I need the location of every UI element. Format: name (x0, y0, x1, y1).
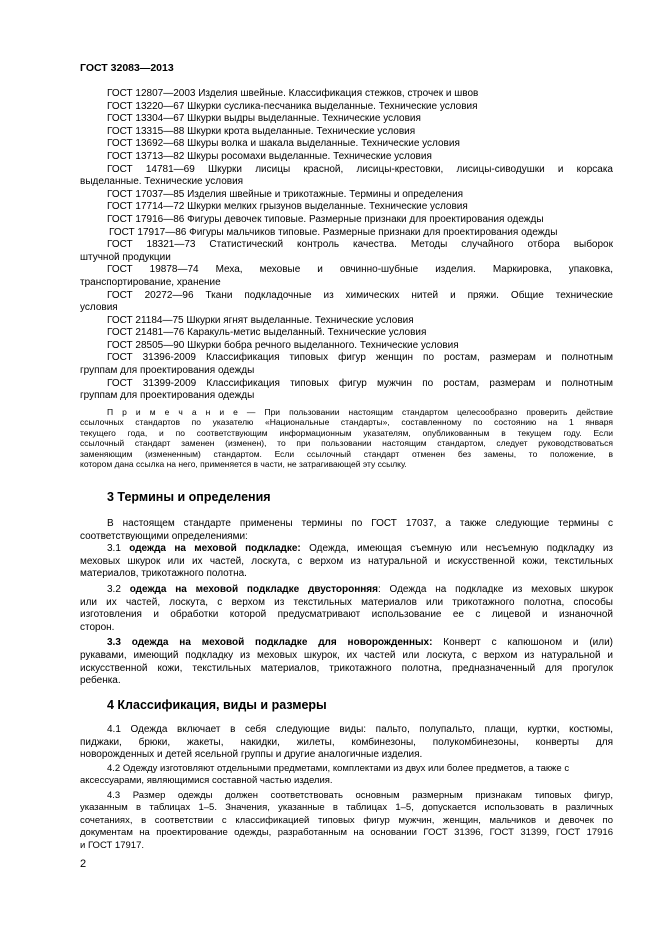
term-name: 3.3 одежда на меховой подкладке для новорожденных: (107, 637, 433, 649)
note-line: котором дана ссылка на него, применяется в части, не затрагивающей эту ссылку. (80, 459, 407, 470)
reference-line: ГОСТ 28505—90 Шкурки бобра речного выделанного. Технические условия (107, 339, 459, 351)
reference-line: ГОСТ 13692—68 Шкуры волка и шакала выделанные. Технические условия (107, 138, 460, 150)
paragraph-line: ребенка. (80, 675, 121, 687)
term-3-3-line (80, 637, 613, 650)
reference-line: ГОСТ 12807—2003 Изделия швейные. Классификация стежков, строчек и швов (107, 88, 479, 99)
note-line: ссылочный стандарт заменен (изменен), то при пользовании настоящим стандартом, следует руководствоваться (80, 438, 613, 449)
section-4-2 (80, 763, 613, 788)
reference-line: выделанные. Технические условия (80, 176, 244, 188)
reference-line: ГОСТ 19878—74 Меха, меховые и овчинно-шубные изделия. Маркировка, упаковка, (107, 264, 613, 276)
reference-line: ГОСТ 13713—82 Шкуры росомахи выделанные. Технические условия (107, 150, 432, 162)
reference-line: ГОСТ 14781—69 Шкурки лисицы красной, лисицы-крестовки, лисицы-сиводушки и корсака (107, 163, 613, 175)
reference-line: условия (80, 302, 118, 314)
paragraph-line: и ГОСТ 17917. (80, 839, 144, 851)
term-3-2-line (80, 584, 613, 597)
paragraph-line: указанным в таблицах 1–5. Значения, указанные в таблицах 1–5, допускается использовать в различных (80, 802, 613, 814)
note-line: ссылочных стандартов по указателю «Национальные стандарты», составленному по состоянию на 1 января (80, 417, 613, 428)
reference-line: ГОСТ 20272—96 Ткани подкладочные из химических нитей и пряжи. Общие технические (107, 289, 613, 301)
paragraph-line: или их частей, лоскута, с верхом из текстильных материалов или трикотажного полотна, способы (80, 596, 613, 608)
reference-line: ГОСТ 17037—85 Изделия швейные и трикотажные. Термины и определения (107, 188, 464, 200)
term-number: 3.1 (107, 543, 130, 555)
note-block (80, 407, 613, 469)
paragraph-line: материалов, трикотажного полотна. (80, 568, 247, 580)
paragraph-line: пиджаки, брюки, жакеты, накидки, жилеты, комбинезоны, полукомбинезоны, конверты для (80, 736, 613, 748)
paragraph-line: документам на проектирование одежды, разработанным на основании ГОСТ 31396, ГОСТ 31399, ГОСТ 17916 (80, 827, 613, 839)
reference-line: ГОСТ 17714—72 Шкурки мелких грызунов выделанные. Технические условия (107, 201, 468, 213)
reference-line: группам для проектирования одежды (80, 365, 255, 377)
reference-line: ГОСТ 21481—76 Каракуль-метис выделанный. Технические условия (107, 327, 427, 339)
paragraph-line: искусственной кожи, текстильных материалов, трикотажного полотна, предназначенный для прогулок (80, 662, 613, 674)
section-4-body (80, 724, 613, 762)
reference-line: ГОСТ 13304—67 Шкурки выдры выделанные. Технические условия (107, 113, 421, 125)
term-definition: Конверт с капюшоном и (или) (432, 637, 614, 649)
term-definition: : Одежда на подкладке из меховых шкурок (377, 583, 613, 595)
note-line: текущего года, и по соответствующим информационным указателям, опубликованным в текущем году. Если (80, 427, 613, 438)
reference-line: ГОСТ 31396-2009 Классификация типовых фигур женщин по ростам, размерам и полнотным (107, 352, 613, 364)
reference-line: ГОСТ 17916—86 Фигуры девочек типовые. Размерные признаки для проектирования одежды (107, 213, 544, 225)
note-line: заменяющим (измененным) стандартом. Если ссылочный стандарт отменен без замены, то положение, в (80, 448, 613, 459)
paragraph-line: В настоящем стандарте применены термины по ГОСТ 17037, а также следующие термины с (107, 518, 613, 529)
term-3-1-line (80, 543, 613, 556)
paragraph-line: 4.2 Одежду изготовляют отдельными предметами, комплектами из двух или более предметов, а также с (107, 763, 570, 774)
reference-line: ГОСТ 21184—75 Шкурки ягнят выделанные. Технические условия (107, 314, 414, 326)
section-4-title: 4 Классификация, виды и размеры (107, 698, 327, 712)
note-line: П р и м е ч а н и е — При пользовании настоящим стандартом целесообразно проверить действие (107, 407, 613, 417)
reference-line: ГОСТ 17917—86 Фигуры мальчиков типовые. Размерные признаки для проектирования одежды (109, 226, 558, 238)
paragraph-line: 4.1 Одежда включает в себя следующие виды: пальто, полупальто, плащи, куртки, костюмы, (107, 724, 613, 735)
reference-line: транспортирование, хранение (80, 276, 221, 288)
reference-line: штучной продукции (80, 251, 171, 263)
paragraph-line: аксессуарами, являющимися составной частью изделия. (80, 775, 333, 787)
paragraph-line: соответствующими определениями: (80, 530, 248, 542)
section-3-title: 3 Термины и определения (107, 490, 271, 504)
paragraph-line: изготовления и обработки которой предусматривают использование ее с лицевой и изнаночной (80, 609, 613, 621)
section-4-3 (80, 790, 613, 852)
term-name: одежда на меховой подкладке: (129, 543, 301, 555)
reference-line: ГОСТ 31399-2009 Классификация типовых фигур мужчин по ростам, размерам и полнотным (107, 377, 613, 389)
reference-line: ГОСТ 13220—67 Шкурки суслика-песчаника выделанные. Технические условия (107, 100, 478, 112)
term-number: 3.2 (107, 583, 130, 595)
reference-line: группам для проектирования одежды (80, 390, 255, 402)
term-name: одежда на меховой подкладке двусторонняя (129, 583, 378, 595)
reference-line: ГОСТ 13315—88 Шкурки крота выделанные. Технические условия (107, 125, 416, 137)
section-3-body (80, 518, 613, 688)
page-number: 2 (80, 858, 87, 870)
term-definition: Одежда, имеющая съемную или несъемную подкладку из (300, 543, 614, 555)
paragraph-line: сочетаниях, в соответствии с классификацией типовых фигур мужчин, женщин, мальчиков и девочек по (80, 814, 613, 826)
paragraph-line: новорожденных и детей ясельной группы и другие аналогичные изделия. (80, 749, 423, 761)
paragraph-line: рукавами, имеющий подкладку из меховых шкурок, их частей или лоскута, с верхом из натуральной и (80, 649, 613, 661)
paragraph-line: сторон. (80, 621, 115, 633)
reference-line: ГОСТ 18321—73 Статистический контроль качества. Методы случайного отбора выборок (107, 239, 613, 251)
normative-references (80, 88, 613, 403)
paragraph-line: 4.3 Размер одежды должен соответствовать основным размерным признакам типовых фигур, (107, 790, 613, 801)
paragraph-line: меховых шкурок или их частей, лоскута, с верхом из натуральной и искусственной кожи, текстильных (80, 555, 613, 567)
document-header: ГОСТ 32083—2013 (80, 62, 174, 74)
